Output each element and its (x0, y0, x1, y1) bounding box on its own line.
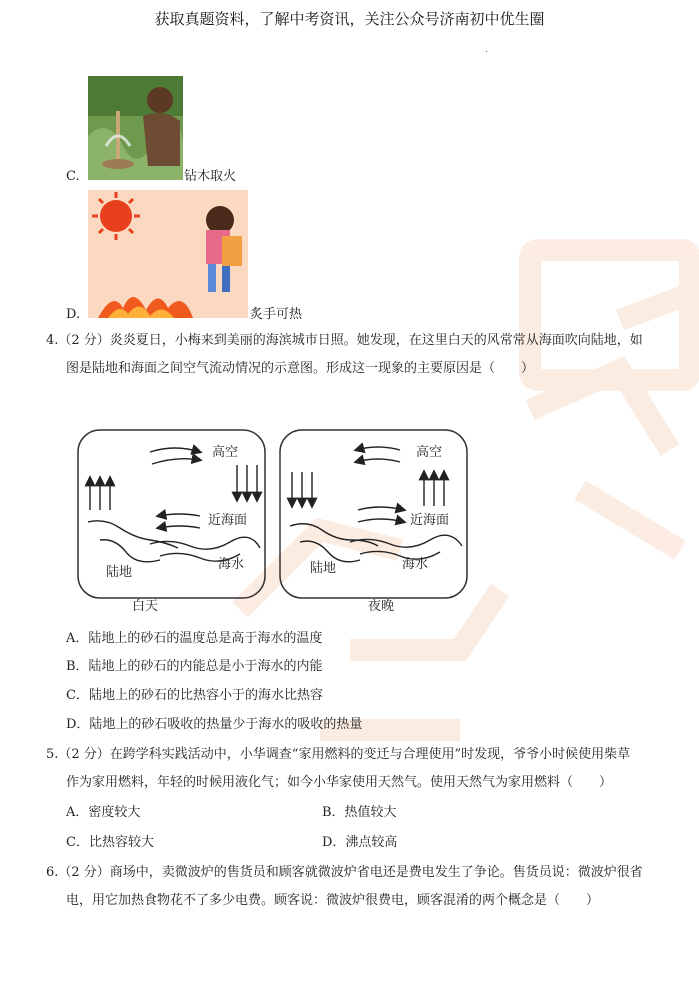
q4-stem-line1: 4.（2 分）炎炎夏日，小梅来到美丽的海滨城市日照。她发现，在这里白天的风常常从海面吹向陆地，如 (46, 333, 643, 348)
option-c-letter: C. (66, 169, 80, 184)
q4-option-c: C．陆地上的砂石的比热容小于的海水比热容 (66, 688, 323, 703)
q5-stem-line1: 5.（2 分）在跨学科实践活动中，小华调查“家用燃料的变迁与合理使用”时发现，爷爷小时候使用柴草 (46, 747, 631, 762)
night-high-air-label: 高空 (416, 445, 443, 460)
page-header: 获取真题资料，了解中考资讯，关注公众号济南初中优生圈 (154, 10, 545, 28)
day-caption: 白天 (132, 599, 159, 614)
day-land-label: 陆地 (106, 565, 133, 580)
option-c-caption: 钻木取火 (184, 169, 237, 184)
day-near-sea-label: 近海面 (208, 513, 248, 528)
day-seawater-label: 海水 (218, 557, 245, 572)
header-dot: . (485, 44, 489, 55)
q5-option-c: C．比热容较大 (66, 835, 154, 850)
q6-stem-line1: 6.（2 分）商场中，卖微波炉的售货员和顾客就微波炉省电还是费电发生了争论。售货员说：微波炉很省 (46, 865, 643, 880)
night-seawater-label: 海水 (402, 557, 429, 572)
night-land-label: 陆地 (310, 561, 337, 576)
sun-flames-illustration (88, 190, 248, 318)
q5-option-b: B．热值较大 (322, 805, 397, 820)
q4-option-d: D．陆地上的砂石吸收的热量少于海水的吸收的热量 (66, 717, 363, 732)
q5-option-a: A．密度较大 (66, 805, 141, 820)
q4-option-a: A．陆地上的砂石的温度总是高于海水的温度 (66, 631, 323, 646)
option-d-letter: D. (66, 307, 81, 322)
night-near-sea-label: 近海面 (410, 513, 450, 528)
q5-stem-line2: 作为家用燃料，年轻的时候用液化气；如今小华家使用天然气。使用天然气为家用燃料（ ） (66, 775, 613, 790)
drilling-wood-photo (88, 76, 183, 180)
night-caption: 夜晚 (368, 599, 395, 614)
day-high-air-label: 高空 (212, 445, 239, 460)
option-d-caption: 炙手可热 (250, 307, 303, 322)
q6-stem-line2: 电，用它加热食物花不了多少电费。顾客说：微波炉很费电，顾客混淆的两个概念是（ ） (66, 893, 600, 908)
q5-option-d: D．沸点较高 (322, 835, 398, 850)
q4-stem-line2: 图是陆地和海面之间空气流动情况的示意图。形成这一现象的主要原因是（ ） (66, 361, 535, 376)
q4-option-b: B．陆地上的砂石的内能总是小于海水的内能 (66, 659, 323, 674)
